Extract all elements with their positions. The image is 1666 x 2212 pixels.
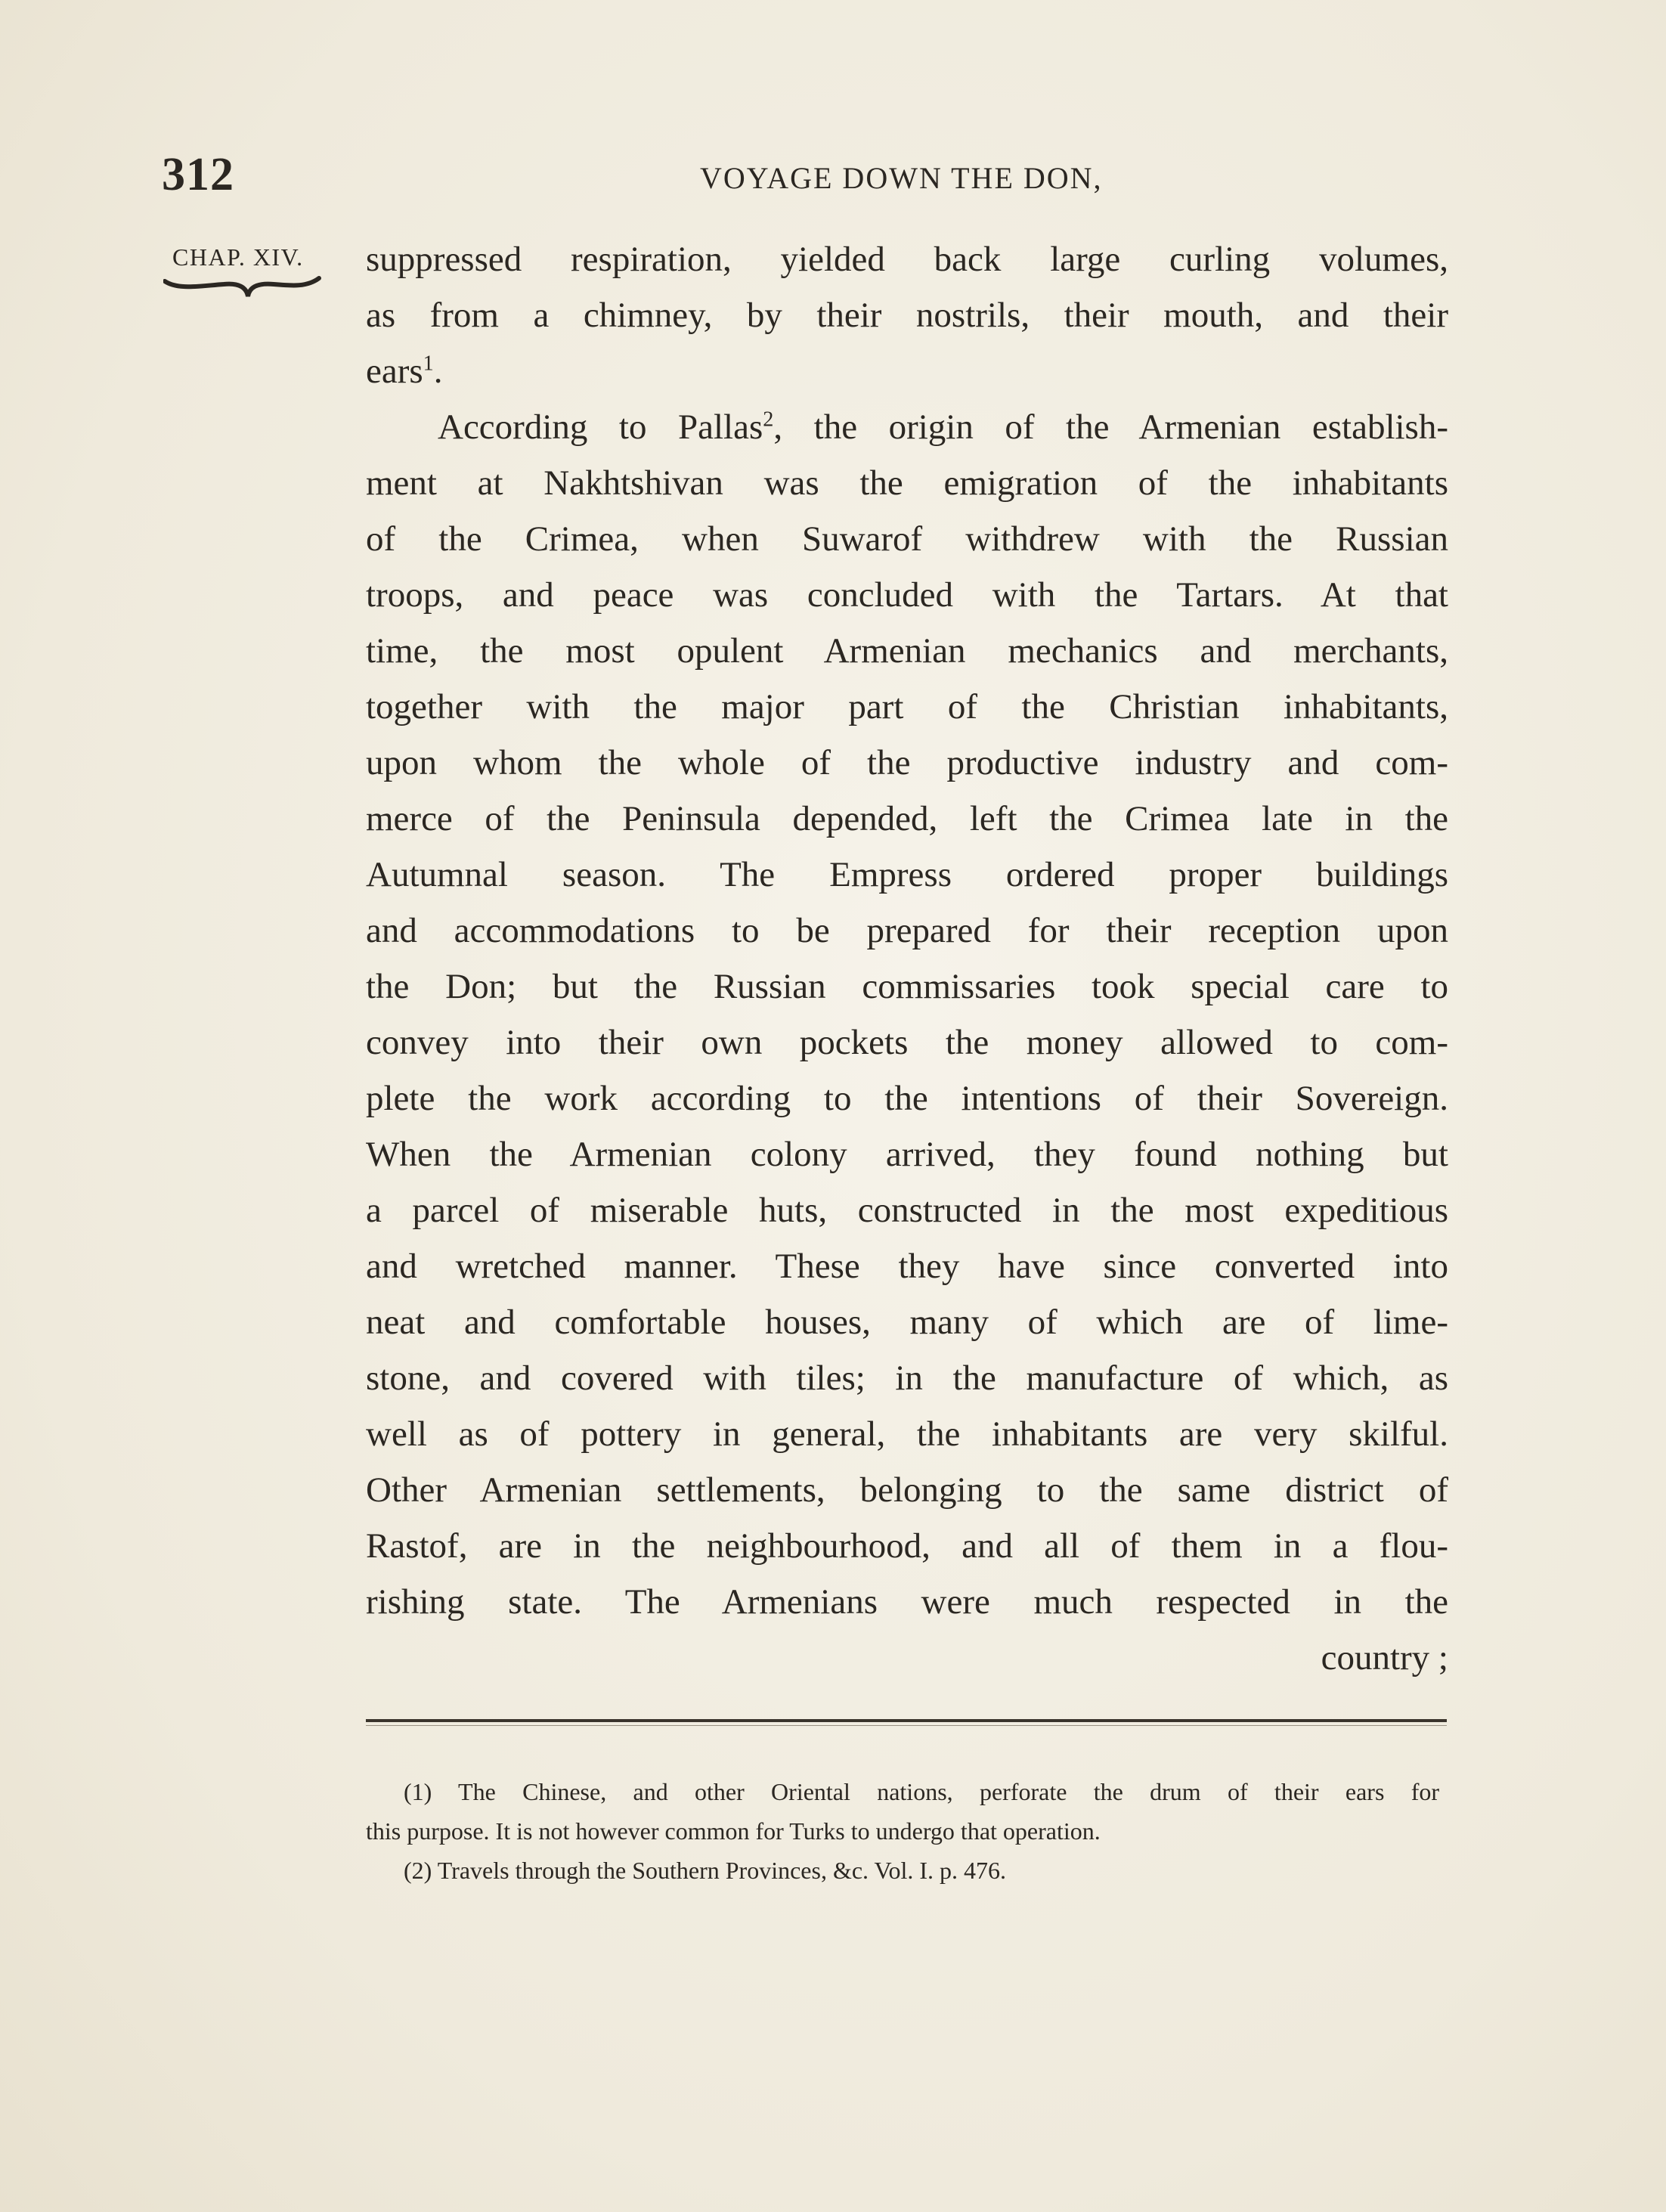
body-line: of the Crimea, when Suwarof withdrew with the Russian: [366, 519, 1448, 559]
body-line: Autumnal season. The Empress ordered proper buildings: [366, 855, 1448, 894]
page-number: 312: [162, 149, 234, 200]
body-line: upon whom the whole of the productive industry and com-: [366, 743, 1448, 782]
body-line: When the Armenian colony arrived, they found nothing but: [366, 1135, 1448, 1174]
body-line: the Don; but the Russian commissaries took special care to: [366, 967, 1448, 1006]
body-line: stone, and covered with tiles; in the manufacture of which, as: [366, 1358, 1448, 1398]
body-line: time, the most opulent Armenian mechanics and merchants,: [366, 631, 1448, 671]
body-line: Rastof, are in the neighbourhood, and all of them in a flou-: [366, 1526, 1448, 1566]
body-line: ment at Nakhtshivan was the emigration of the inhabitants: [366, 463, 1448, 503]
body-text: [366, 231, 1448, 1686]
body-line: and wretched manner. These they have since converted into: [366, 1247, 1448, 1286]
footnote-ref: 2: [763, 407, 774, 432]
footnote-1-continued: this purpose. It is not however common for Turks to undergo that operation.: [366, 1817, 1101, 1845]
body-line: convey into their own pockets the money allowed to com-: [366, 1023, 1448, 1062]
body-line: neat and comfortable houses, many of which are of lime-: [366, 1303, 1448, 1342]
chapter-label: CHAP. XIV.: [172, 243, 304, 271]
body-line: as from a chimney, by their nostrils, their mouth, and their: [366, 296, 1448, 335]
footnotes: [366, 1772, 1439, 1890]
footnote-2: (2) Travels through the Southern Provinces, &c. Vol. I. p. 476.: [404, 1857, 1006, 1884]
body-line: plete the work according to the intentions of their Sovereign.: [366, 1079, 1448, 1118]
running-head: VOYAGE DOWN THE DON,: [700, 161, 1103, 195]
body-line: ears$^1$.: [366, 352, 443, 391]
body-line: rishing state. The Armenians were much respected in the: [366, 1582, 1448, 1622]
body-line: and accommodations to be prepared for their reception upon: [366, 911, 1448, 950]
catchword: country ;: [1321, 1638, 1448, 1678]
body-line: merce of the Peninsula depended, left the Crimea late in the: [366, 799, 1448, 838]
body-line: well as of pottery in general, the inhabitants are very skilful.: [366, 1414, 1448, 1454]
body-line: together with the major part of the Christian inhabitants,: [366, 687, 1448, 726]
brace-ornament-icon: [163, 274, 322, 304]
body-line: troops, and peace was concluded with the Tartars. At that: [366, 575, 1448, 615]
footnote-rule: [366, 1719, 1447, 1722]
footnote-ref: 1: [423, 352, 434, 376]
body-line: suppressed respiration, yielded back large curling volumes,: [366, 240, 1448, 279]
body-line: a parcel of miserable huts, constructed in the most expeditious: [366, 1191, 1448, 1230]
footnote-rule-thin: [366, 1725, 1447, 1726]
footnote-1: (1) The Chinese, and other Oriental nations, perforate the drum of their ears for: [404, 1778, 1440, 1805]
body-line: Other Armenian settlements, belonging to the same district of: [366, 1470, 1448, 1510]
body-line: According to Pallas$^2$, the origin of the Armenian establish-: [438, 407, 1448, 447]
